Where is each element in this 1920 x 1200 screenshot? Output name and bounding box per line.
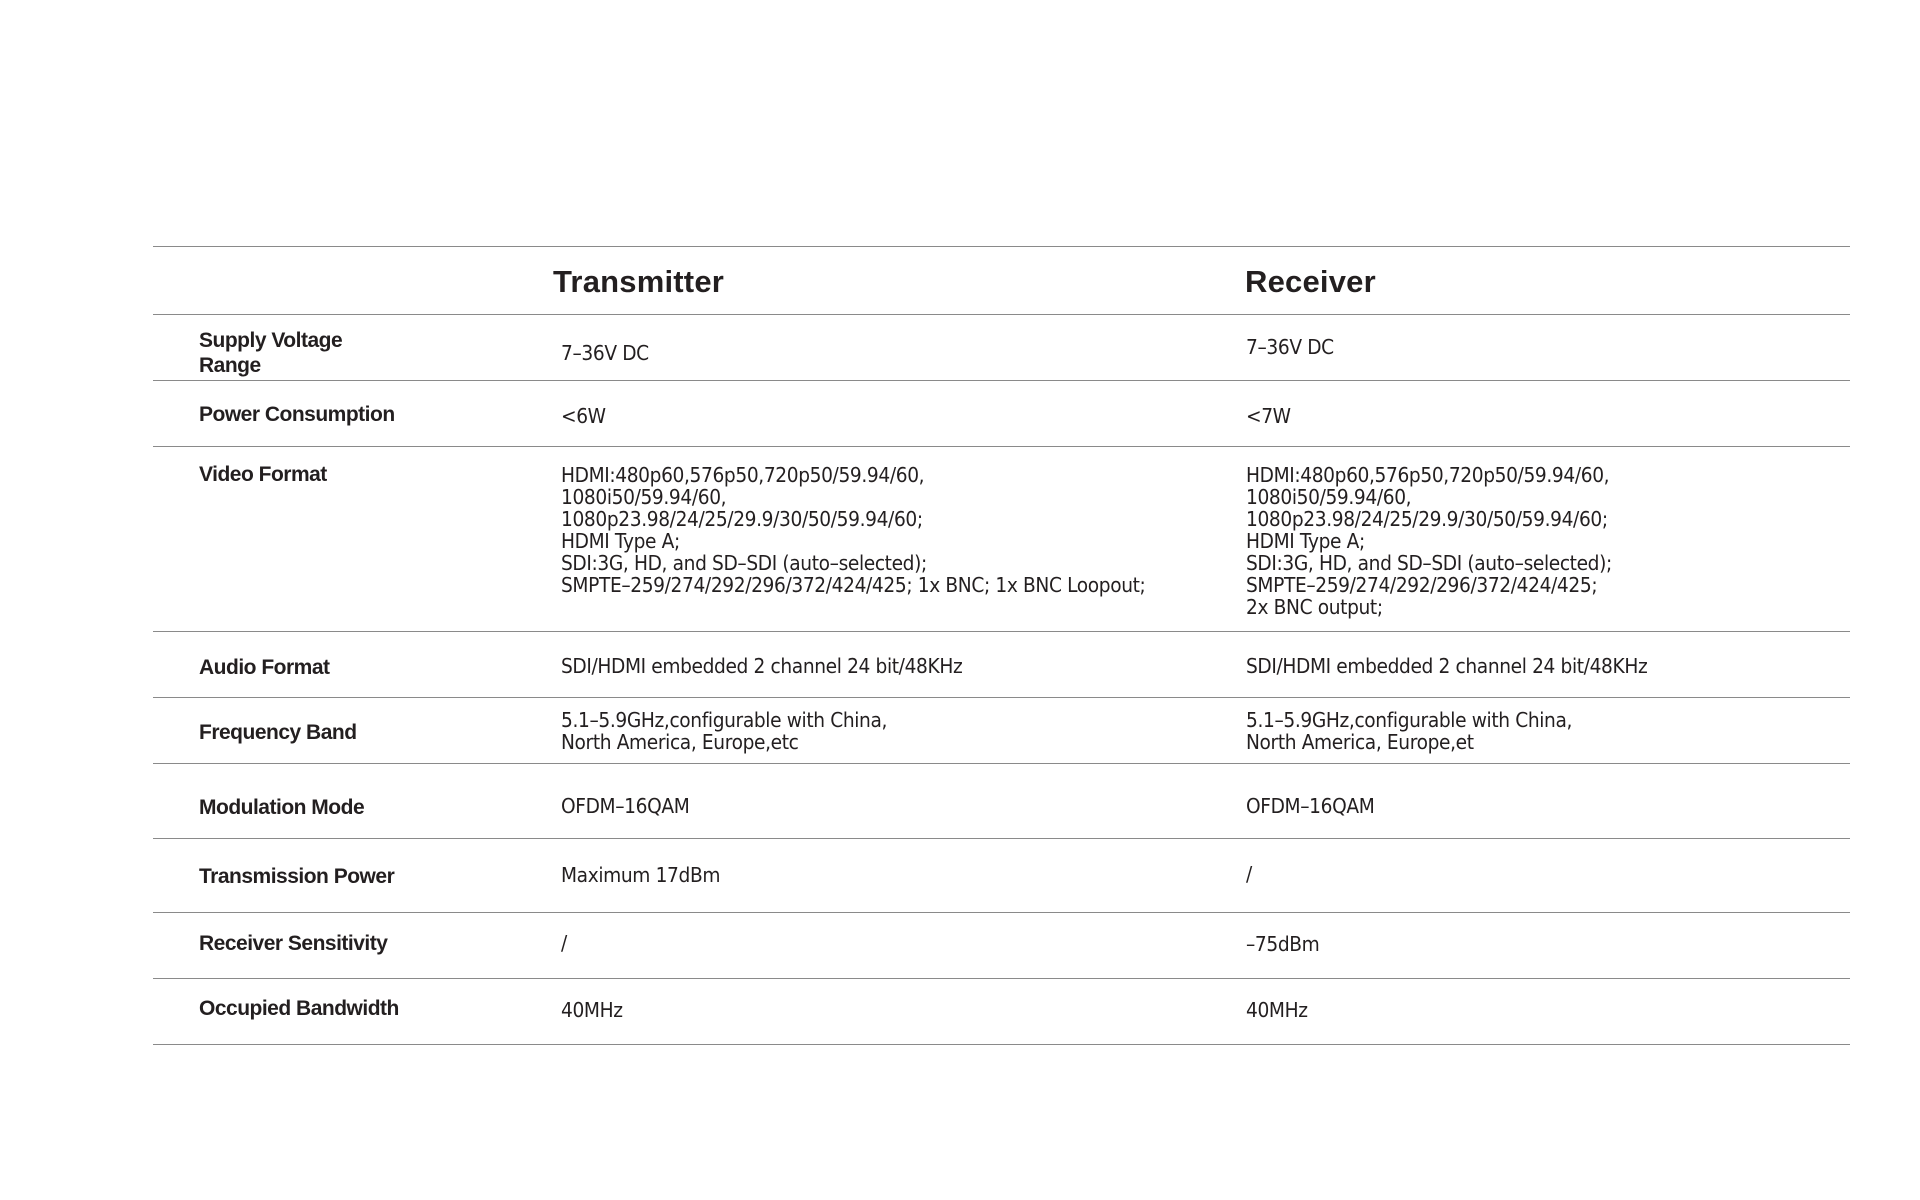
table-header-row bbox=[153, 247, 1850, 315]
table-row-audio-format bbox=[153, 632, 1850, 698]
header-receiver: Receiver bbox=[1245, 264, 1376, 299]
table-row-receiver-sensitivity bbox=[153, 913, 1850, 979]
table-row-modulation-mode bbox=[153, 764, 1850, 839]
receiver-value: HDMI:480p60,576p50,720p50/59.94/60, 1080i50/59.94/60, 1080p23.98/24/25/29.9/30/50/59.94/60; HDMI Type A; SDI:3G, HD, and SD–SDI (auto–selected); SMPTE–259/274/292/296/372/424/425; 2x BNC output; bbox=[1246, 463, 1612, 619]
transmitter-value: <6W bbox=[561, 404, 606, 428]
receiver-value: 7–36V DC bbox=[1246, 335, 1334, 359]
table-row-power-consumption bbox=[153, 381, 1850, 447]
table-row-transmission-power bbox=[153, 839, 1850, 913]
row-label: Supply Voltage Range bbox=[199, 329, 343, 377]
receiver-value: <7W bbox=[1246, 404, 1291, 428]
table-row-frequency-band bbox=[153, 698, 1850, 764]
table-row-video-format bbox=[153, 447, 1850, 632]
spec-table bbox=[153, 246, 1850, 1045]
receiver-value: / bbox=[1246, 862, 1252, 886]
transmitter-value: HDMI:480p60,576p50,720p50/59.94/60, 1080i50/59.94/60, 1080p23.98/24/25/29.9/30/50/59.94/60; HDMI Type A; SDI:3G, HD, and SD–SDI (auto–selected); SMPTE–259/274/292/296/372/424/425; 1x BNC; 1x BNC Loopout; bbox=[561, 463, 1146, 597]
transmitter-value: 5.1–5.9GHz,configurable with China, North America, Europe,etc bbox=[561, 708, 888, 754]
header-transmitter: Transmitter bbox=[553, 264, 725, 299]
receiver-value: 5.1–5.9GHz,configurable with China, North America, Europe,et bbox=[1246, 708, 1573, 754]
row-label: Frequency Band bbox=[199, 721, 357, 744]
transmitter-value: 40MHz bbox=[561, 998, 623, 1022]
row-label: Occupied Bandwidth bbox=[199, 997, 399, 1020]
row-label: Audio Format bbox=[199, 656, 330, 679]
row-label: Transmission Power bbox=[199, 865, 395, 888]
row-label: Video Format bbox=[199, 463, 327, 486]
transmitter-value: OFDM–16QAM bbox=[561, 794, 690, 818]
row-label: Receiver Sensitivity bbox=[199, 932, 388, 955]
transmitter-value: SDI/HDMI embedded 2 channel 24 bit/48KHz bbox=[561, 654, 963, 678]
receiver-value: OFDM–16QAM bbox=[1246, 794, 1375, 818]
receiver-value: 40MHz bbox=[1246, 998, 1308, 1022]
receiver-value: –75dBm bbox=[1246, 932, 1320, 956]
receiver-value: SDI/HDMI embedded 2 channel 24 bit/48KHz bbox=[1246, 654, 1648, 678]
row-label: Modulation Mode bbox=[199, 796, 365, 819]
table-row-supply-voltage bbox=[153, 315, 1850, 381]
row-label: Power Consumption bbox=[199, 403, 395, 426]
table-row-occupied-bandwidth bbox=[153, 979, 1850, 1045]
transmitter-value: / bbox=[561, 931, 567, 955]
transmitter-value: 7–36V DC bbox=[561, 341, 649, 365]
transmitter-value: Maximum 17dBm bbox=[561, 863, 721, 887]
